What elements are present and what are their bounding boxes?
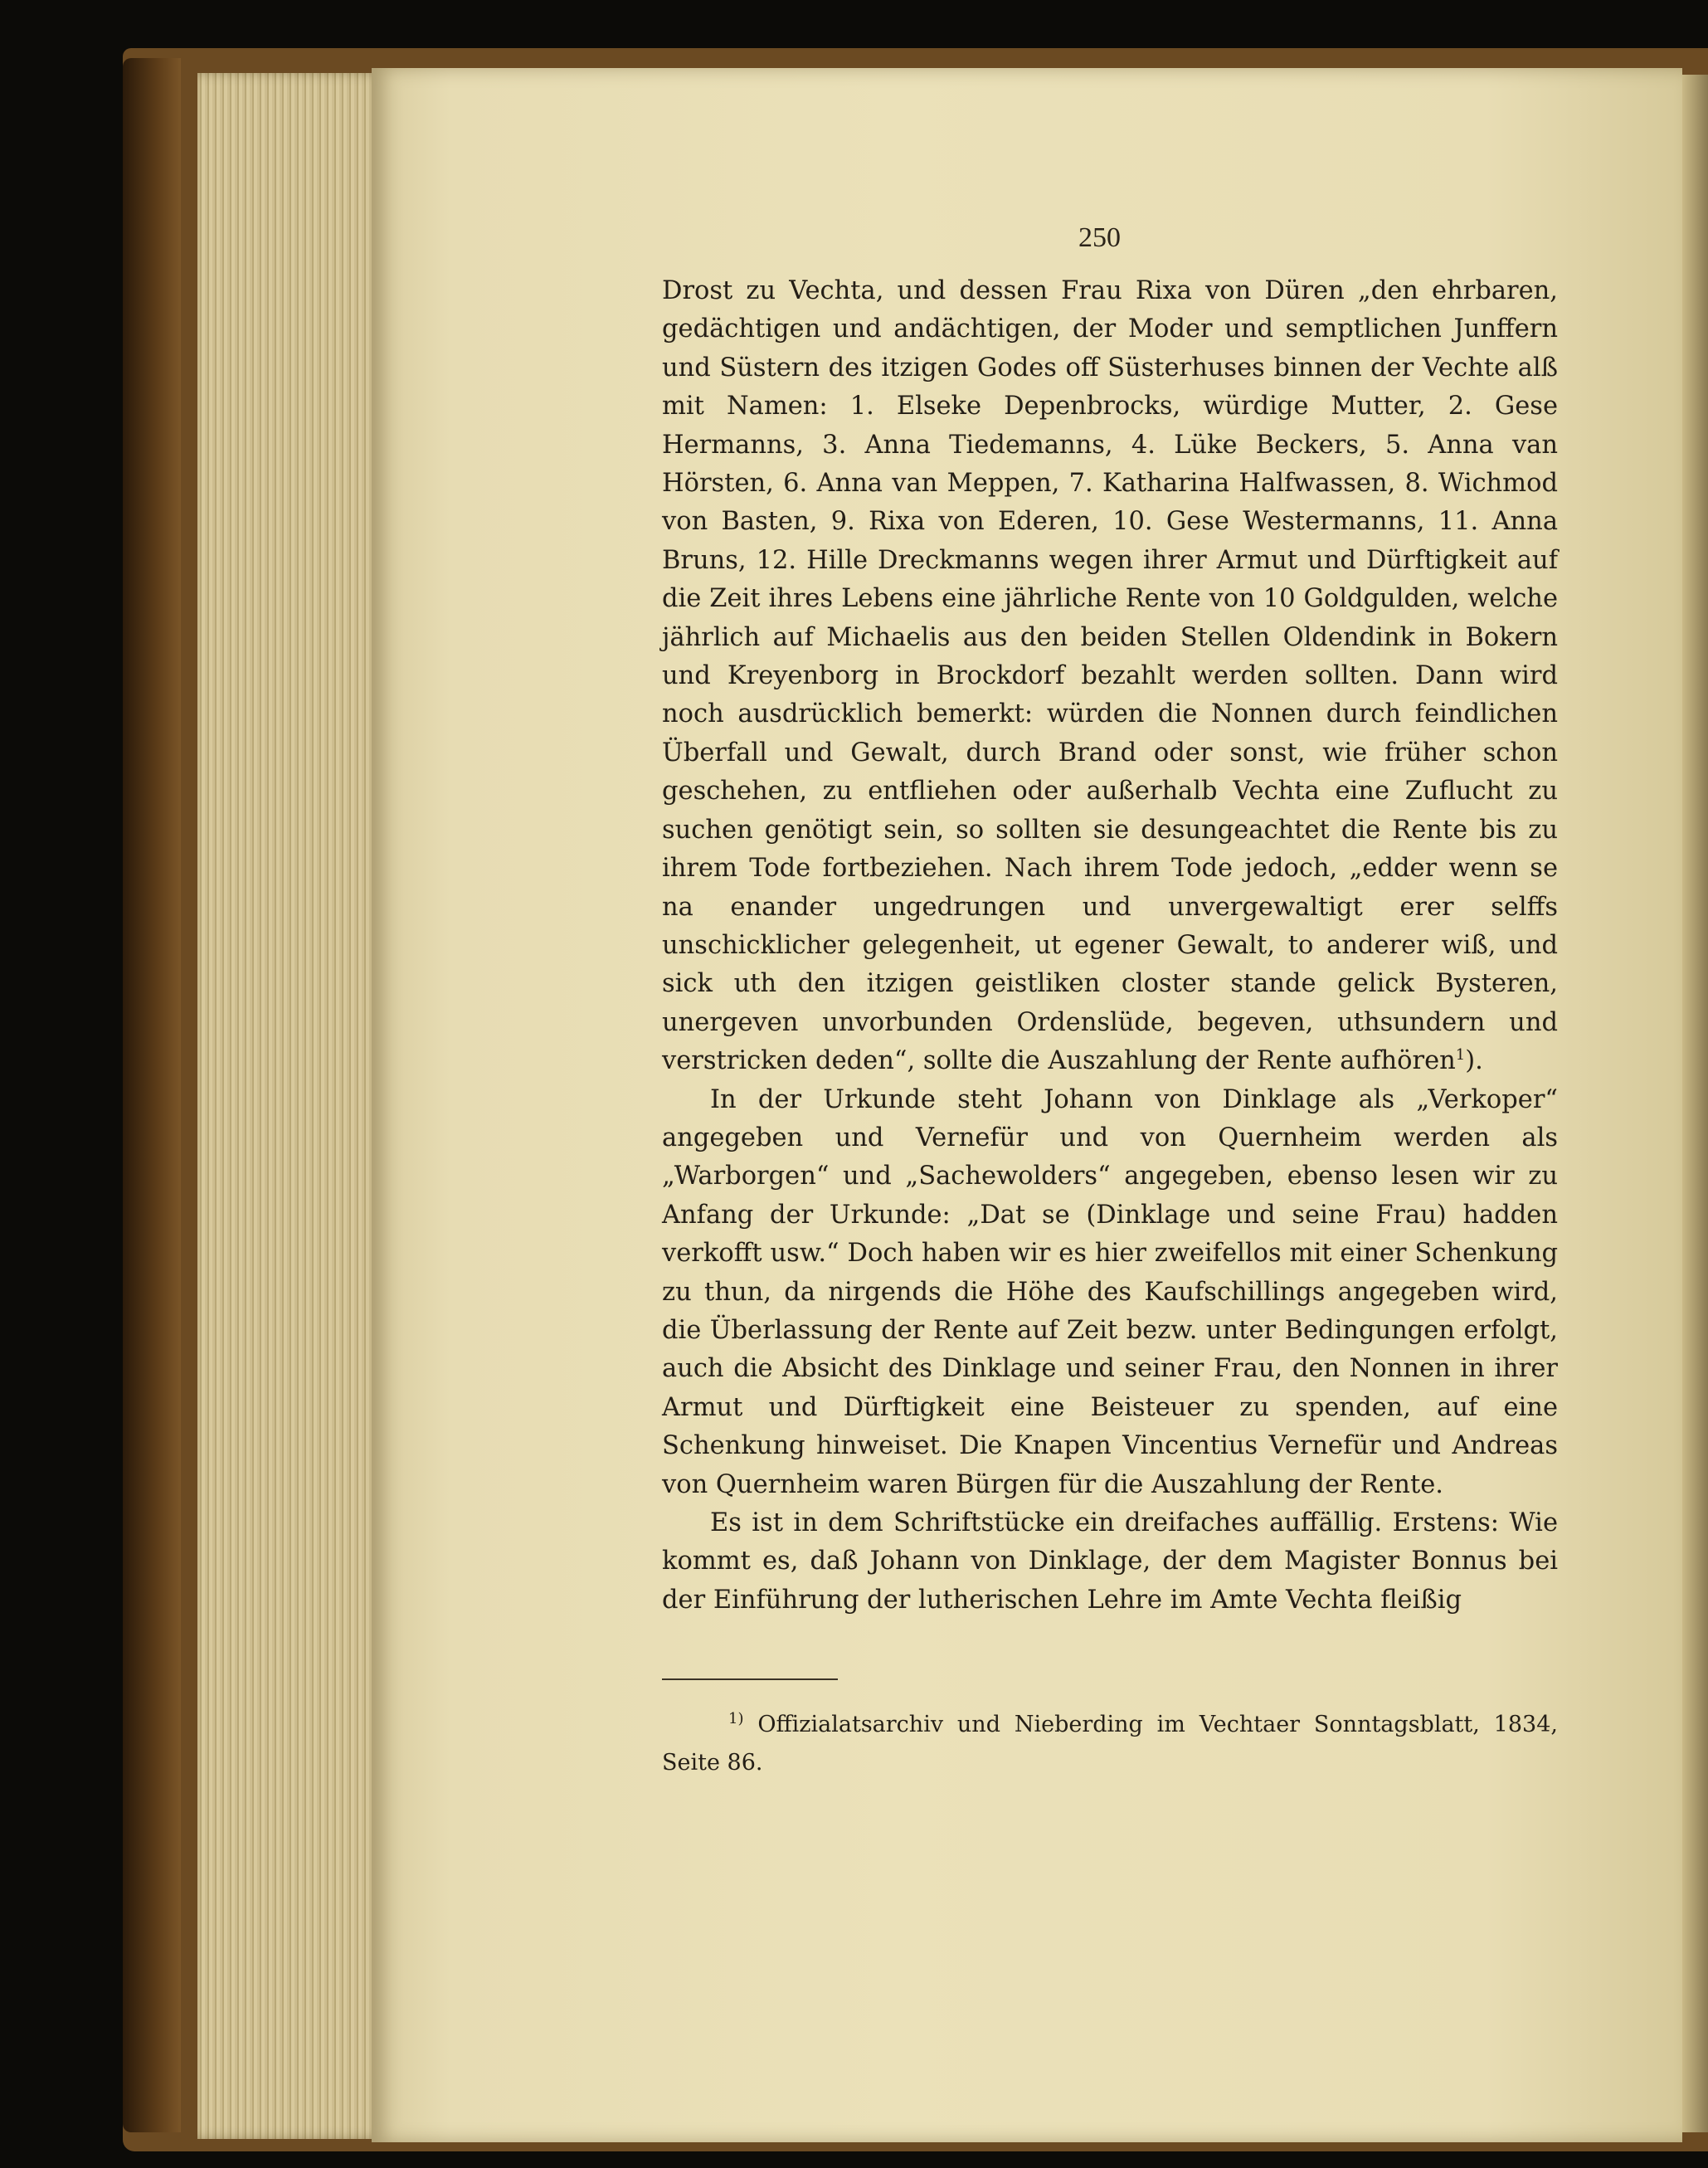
page-number: 250 bbox=[1078, 222, 1121, 253]
paragraph-3: Es ist in dem Schriftstücke ein dreifaches auffällig. Erstens: Wie kommt es, daß Johann von Dinklage, der dem Magister Bonnus bei der Einführung der lutherischen Lehre im Amte Vechta fleißig bbox=[662, 1508, 1558, 1615]
footnote-rule bbox=[662, 1678, 838, 1680]
facing-page-edge bbox=[1682, 75, 1708, 2132]
book-spine bbox=[123, 58, 181, 2132]
body-text bbox=[662, 272, 1558, 1620]
paragraph-1: Drost zu Vechta, und dessen Frau Rixa von Düren „den ehrbaren, gedächtigen und andächtigen, der Moder und semptlichen Junffern und Süstern des itzigen Godes off Süsterhuses binnen der Vechte alß mit Namen: 1. Elseke Depenbrocks, würdige Mutter, 2. Gese Hermanns, 3. Anna Tiedemanns, 4. Lüke Beckers, 5. Anna van Hörsten, 6. Anna van Meppen, 7. Katharina Halfwassen, 8. Wichmod von Basten, 9. Rixa von Ederen, 10. Gese Westermanns, 11. Anna Bruns, 12. Hille Dreckmanns wegen ihrer Armut und Dürftigkeit auf die Zeit ihres Lebens eine jährliche Rente von 10 Goldgulden, welche jährlich auf Michaelis aus den beiden Stellen Oldendink in Bokern und Kreyenborg in Brockdorf bezahlt werden sollten. Dann wird noch ausdrücklich bemerkt: würden die Nonnen durch feindlichen Überfall und Gewalt, durch Brand oder sonst, wie früher schon geschehen, zu entfliehen oder außerhalb Vechta eine Zuflucht zu suchen genötigt sein, so sollten sie desungeachtet die Rente bis zu ihrem Tode fortbeziehen. Nach ihrem Tode jedoch, „edder wenn se na enander ungedrungen und unvergewaltigt erer selffs unschicklicher gelegenheit, ut egener Gewalt, to anderer wiß, und sick uth den itzigen geistliken closter stande gelick Bysteren, unergeven unvorbunden Ordenslüde, begeven, uthsundern und verstricken deden“, sollte die Auszahlung der Rente aufhören$^1$). bbox=[662, 276, 1558, 1076]
footnote-text: Offizialatsarchiv und Nieberding im Vechtaer Sonntagsblatt, 1834, Seite 86. bbox=[662, 1712, 1558, 1776]
paragraph-2: In der Urkunde steht Johann von Dinklage als „Verkoper“ angegeben und Vernefür und von Quernheim werden als „Warborgen“ und „Sachewolders“ angegeben, ebenso lesen wir zu Anfang der Urkunde: „Dat se (Dinklage und seine Frau) hadden verkofft usw.“ Doch haben wir es hier zweifellos mit einer Schenkung zu thun, da nirgends die Höhe des Kaufschillings angegeben wird, die Überlassung der Rente auf Zeit bezw. unter Bedingungen erfolgt, auch die Absicht des Dinklage und seiner Frau, den Nonnen in ihrer Armut und Dürftigkeit eine Beisteuer zu spenden, auf eine Schenkung hinweiset. Die Knapen Vincentius Vernefür und Andreas von Quernheim waren Bürgen für die Auszahlung der Rente. bbox=[662, 1084, 1558, 1499]
page-edges bbox=[197, 73, 384, 2139]
footnote-ref: 1) bbox=[728, 1710, 744, 1727]
footnote bbox=[662, 1706, 1558, 1782]
footnote-marker: 1 bbox=[1455, 1045, 1466, 1064]
